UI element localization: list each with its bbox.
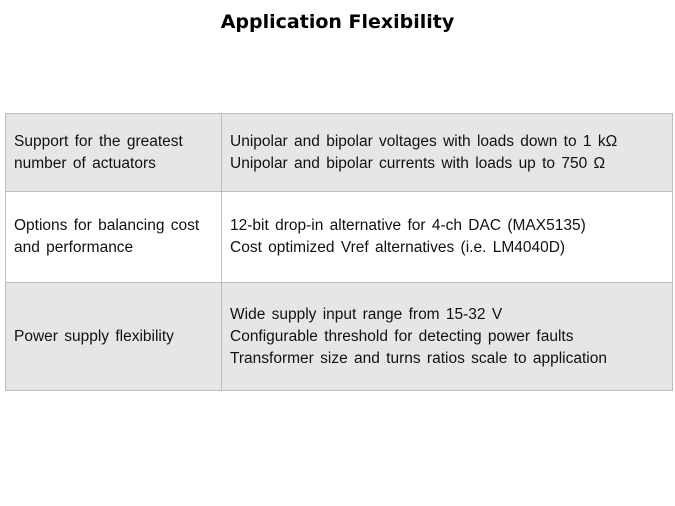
feature-label-line: and performance (14, 239, 134, 256)
feature-label-line: Support for the greatest (14, 132, 183, 150)
feature-detail-line: Cost optimized Vref alternatives (i.e. LM4040D) (230, 239, 566, 256)
feature-table (5, 113, 673, 391)
feature-label-line: Options for balancing cost (14, 217, 200, 234)
feature-detail-cell (222, 192, 673, 283)
feature-label-cell (6, 283, 222, 391)
feature-detail-cell (222, 114, 673, 192)
table-row (6, 114, 673, 192)
feature-detail-line: Unipolar and bipolar currents with loads up to 750 Ω (230, 154, 606, 172)
table-row (6, 192, 673, 283)
feature-detail-line: Wide supply input range from 15-32 V (230, 305, 503, 323)
page-title: Application Flexibility (220, 11, 455, 33)
feature-detail-line: 12-bit drop-in alternative for 4-ch DAC (MAX5135) (230, 217, 586, 234)
feature-label-cell (6, 192, 222, 283)
feature-detail-cell (222, 283, 673, 391)
feature-label-line: Power supply flexibility (14, 327, 174, 345)
feature-detail-line: Unipolar and bipolar voltages with loads down to 1 kΩ (230, 132, 618, 150)
feature-detail-line: Transformer size and turns ratios scale to application (230, 349, 607, 367)
feature-label-line: number of actuators (14, 154, 156, 172)
table-row (6, 283, 673, 391)
feature-label-cell (6, 114, 222, 192)
feature-detail-line: Configurable threshold for detecting power faults (230, 327, 574, 345)
